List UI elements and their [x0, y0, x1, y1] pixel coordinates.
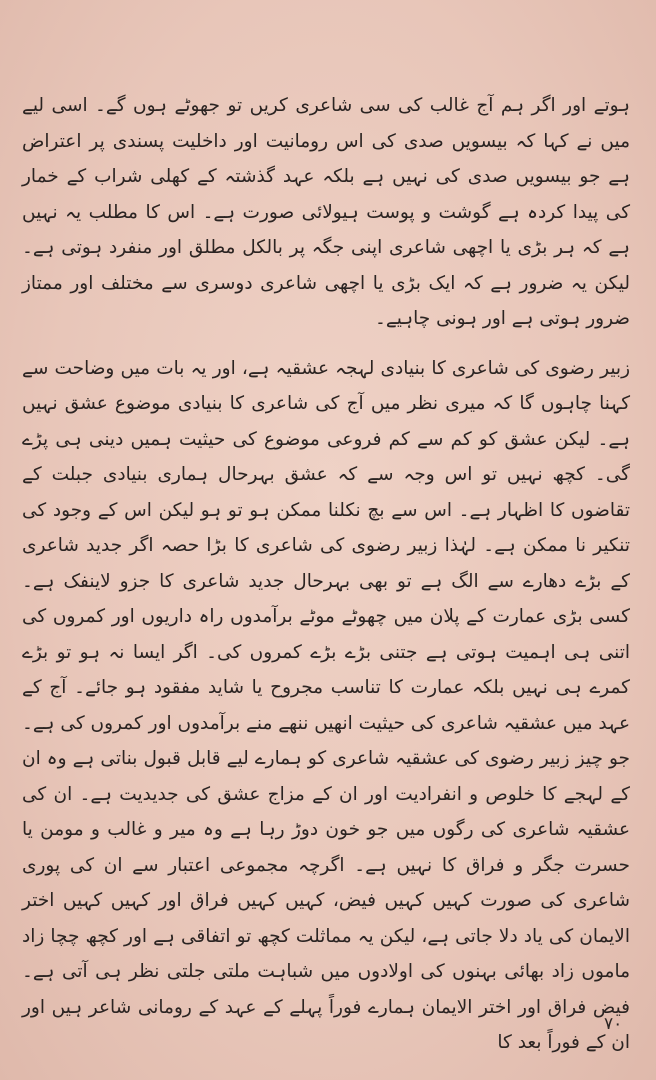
paragraph-2: زبیر رضوی کی شاعری کا بنیادی لہجہ عشقیہ ہے، اور یہ بات میں وضاحت سے کہنا چاہوں گا کہ میری نظر میں آج کی شاعری کا بنیادی موضوع عشق نہیں ہے۔ لیکن عشق کو کم سے کم فروعی موضوع کی حیثیت ہمیں دینی ہی پڑے گی۔ کچھ نہیں تو اس وجہ سے کہ عشق بہرحال ہماری بنیادی جبلت کے تقاضوں کا اظہار ہے۔ اس سے بچ نکلنا ممکن ہو تو ہو لیکن اس کے وجود کی تنکیر نا ممکن ہے۔ لہٰذا زبیر رضوی کی شاعری کا بڑا حصہ اگر جدید شاعری کے بڑے دھارے سے الگ ہے تو بھی بہرحال جدید شاعری کا جزو لاینفک ہے۔ کسی بڑی عمارت کے پلان میں چھوٹے موٹے برآمدوں راہ داریوں اور کمروں کی اتنی ہی اہمیت ہوتی ہے جتنی بڑے بڑے کمروں کی۔ اگر ایسا نہ ہو تو بڑے کمرے ہی نہیں بلکہ عمارت کا تناسب مجروح یا شاید مفقود ہو جائے۔ آج کے عہد میں عشقیہ شاعری کی حیثیت انھیں ننھے منے برآمدوں اور کمروں کی ہے۔ جو چیز زبیر رضوی کی عشقیہ شاعری کو ہمارے لیے قابل قبول بناتی ہے وہ ان کے لہجے کا خلوص و انفرادیت اور ان کے مزاج عشق کی جدیدیت ہے۔ ان کی عشقیہ شاعری کی رگوں میں جو خون دوڑ رہا ہے وہ میر و غالب و مومن یا حسرت جگر و فراق کا نہیں ہے۔ اگرچہ مجموعی اعتبار سے ان کی پوری شاعری کی صورت کہیں کہیں فیض، کہیں کہیں فراق اور کہیں کہیں اختر الایمان کی یاد دلا جاتی ہے، لیکن یہ مماثلت کچھ تو اتفاقی ہے اور کچھ چچا زاد ماموں زاد بھائی بہنوں کی اولادوں میں شباہت ملتی جلتی نظر ہی آتی ہے۔ فیض فراق اور اختر الایمان ہمارے فوراً پہلے کے عہد کے رومانی شاعر ہیں اور ان کے فوراً بعد کا — [22, 357, 630, 1053]
paragraph-1: ہوتے اور اگر ہم آج غالب کی سی شاعری کریں تو جھوٹے ہوں گے۔ اسی لیے میں نے کہا کہ بیسویں صدی کی اس رومانیت اور داخلیت پسندی پر اعتراض ہے جو بیسویں صدی کی نہیں ہے بلکہ عہد گذشتہ کے کھلی شراب کے خمار کی پیدا کردہ ہے گوشت و پوست ہیولائی صورت ہے۔ اس کا مطلب یہ نہیں ہے کہ ہر بڑی یا اچھی شاعری اپنی جگہ پر بالکل مطلق اور منفرد ہوتی ہے۔ لیکن یہ ضرور ہے کہ ایک بڑی یا اچھی شاعری دوسری سے مختلف اور ممتاز ضرور ہوتی ہے اور ہونی چاہیے۔ — [22, 95, 630, 329]
body-text — [22, 88, 630, 1061]
page-number: ۷۰ — [604, 1014, 623, 1034]
